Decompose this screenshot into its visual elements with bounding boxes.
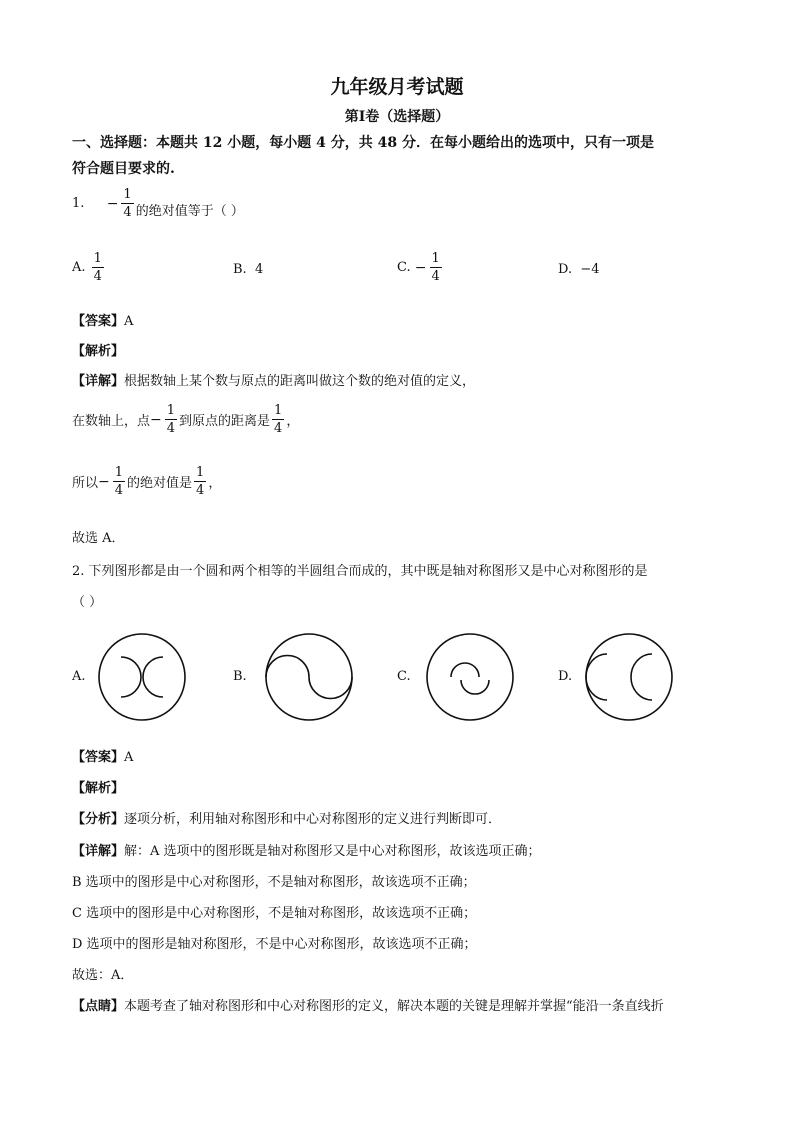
neg-sign: − [106,195,119,212]
question-2-stem: 2. 下列图形都是由一个圆和两个相等的半圆组合而成的，其中既是轴对称图形又是中心对称图形的是 [72,564,648,579]
fenxi-line: 【分析】逐项分析，利用轴对称图形和中心对称图形的定义进行判断即可． [72,812,502,827]
dianjing-line: 【点睛】本题考查了轴对称图形和中心对称图形的定义，解决本题的关键是理解并掌握“能沿一条直线折 [72,999,664,1014]
option-b: B. 4 [233,262,264,277]
fraction: $\frac{1}{4}$ [431,251,440,284]
fraction: $\frac{1}{4}$ [123,187,132,220]
detail-line-c: C 选项中的图形是中心对称图形，不是轴对称图形，故该选项不正确； [72,906,477,921]
detail-line-d: D 选项中的图形是轴对称图形，不是中心对称图形，故该选项不正确； [72,937,477,952]
detail-line-b: B 选项中的图形是中心对称图形，不是轴对称图形，故该选项不正确； [72,875,476,890]
section-header-line2: 符合题目要求的. [72,161,175,177]
page-subtitle: 第Ⅰ卷（选择题） [344,109,450,125]
detail-line-q2: 【详解】解：A 选项中的图形既是轴对称图形又是中心对称图形，故该选项正确； [72,844,541,859]
figure-option-d-label: D. [558,669,573,684]
option-c: C. − $\frac{1}{4}$ [397,251,440,284]
figure-d [584,632,674,722]
question-number: 1. [72,196,85,211]
detail-line: 【详解】根据数轴上某个数与原点的距离叫做这个数的绝对值的定义， [72,374,476,389]
page-title: 九年级月考试题 [330,76,464,98]
conclusion-2: 故选：A． [72,968,134,983]
detail-line-2: 在数轴上，点− $\frac{1}{4}$ 到原点的距离是 $\frac{1}{4}$ ， [72,403,300,436]
figure-option-a-label: A. [72,669,86,684]
figure-option-b-label: B. [233,669,247,684]
figure-b [264,632,354,722]
figure-a [97,632,187,722]
analysis-tag: 【解析】 [72,344,125,359]
fraction: $\frac{1}{4}$ [93,251,102,284]
analysis-tag-2: 【解析】 [72,781,125,796]
conclusion: 故选 A． [72,531,125,546]
option-d: D. −4 [558,262,600,277]
option-a: A. $\frac{1}{4}$ [72,251,102,284]
question-2-stem-line2: （ ） [72,595,103,610]
answer-line-2: 【答案】A [72,750,134,765]
detail-line-3: 所以− $\frac{1}{4}$ 的绝对值是 $\frac{1}{4}$ ， [72,465,222,498]
section-header-line1: 一、选择题：本题共 12 小题，每小题 4 分，共 48 分．在每小题给出的选项中，只有一项是 [72,135,654,151]
answer-line: 【答案】A [72,314,134,329]
figure-option-c-label: C. [397,669,411,684]
figure-c [425,632,515,722]
question-1-stem [72,188,244,219]
stem-tail: 的绝对值等于（ ） [135,204,244,219]
